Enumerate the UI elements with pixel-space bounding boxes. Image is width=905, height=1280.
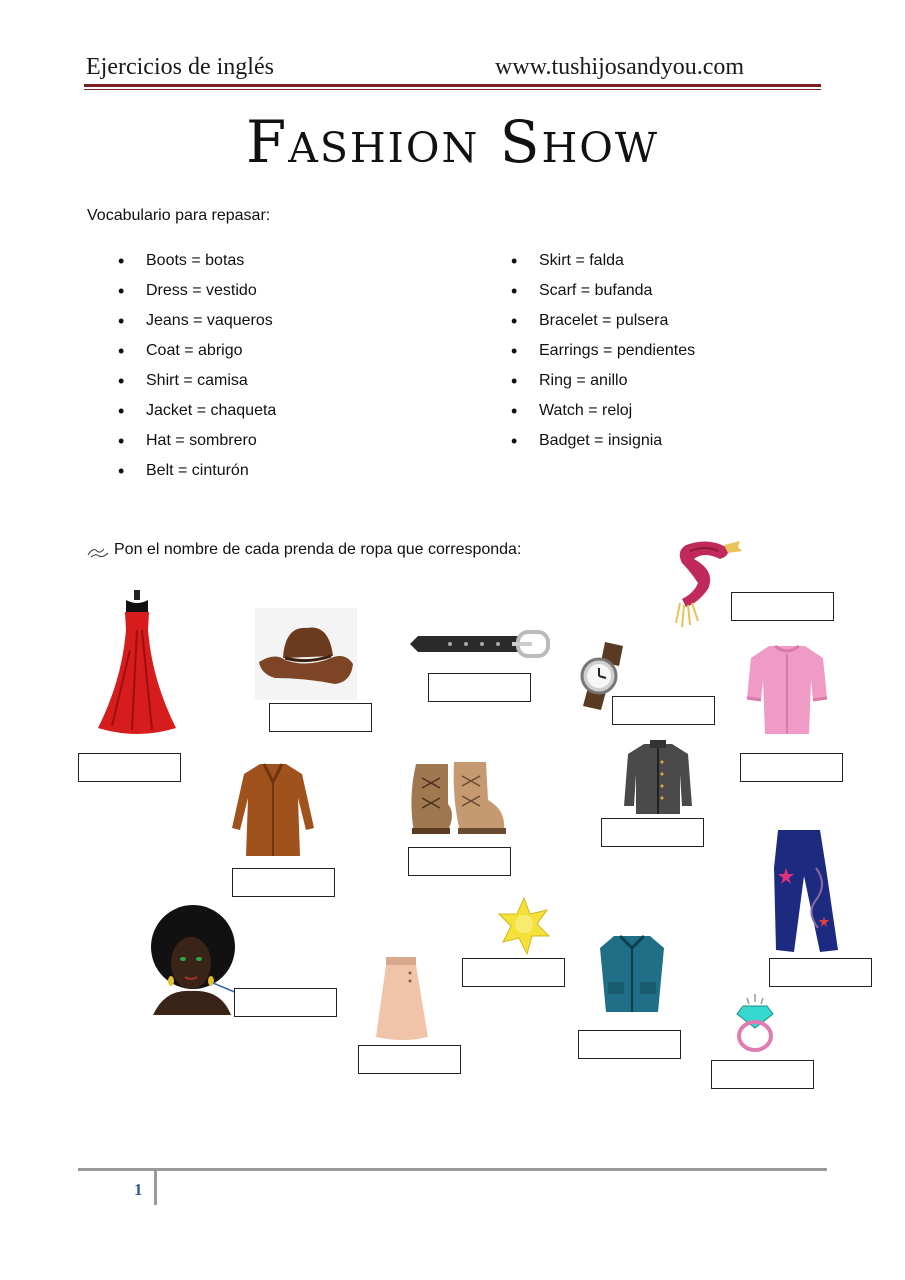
vocab-item: • Watch = reloj [511, 401, 695, 431]
answer-box-scarf[interactable] [731, 592, 834, 621]
answer-box-jacket[interactable] [601, 818, 704, 847]
answer-box-hat[interactable] [269, 703, 372, 732]
answer-box-watch[interactable] [612, 696, 715, 725]
blue-shirt-image [598, 932, 668, 1020]
answer-box-jeans[interactable] [769, 958, 872, 987]
header-rule-thick [84, 84, 821, 87]
jeans-image [768, 828, 842, 954]
coat-image [230, 762, 316, 860]
shirt-image [745, 640, 829, 738]
hat-image [255, 608, 357, 700]
header-left-title: Ejercicios de inglés [86, 54, 274, 80]
vocab-item: • Jeans = vaqueros [118, 311, 276, 341]
vocab-list-right [511, 251, 695, 461]
vocab-item: • Coat = abrigo [118, 341, 276, 371]
answer-box-belt[interactable] [428, 673, 531, 702]
dress-image [92, 590, 182, 740]
header-rule-thin [84, 89, 821, 90]
vocab-item: • Earrings = pendientes [511, 341, 695, 371]
vocab-item: • Hat = sombrero [118, 431, 276, 461]
answer-box-blue-shirt[interactable] [578, 1030, 681, 1059]
vocab-item: • Belt = cinturón [118, 461, 276, 491]
vocab-item: • Boots = botas [118, 251, 276, 281]
page-title: Fashion Show [245, 108, 660, 176]
vocab-item: • Skirt = falda [511, 251, 695, 281]
answer-box-badge[interactable] [462, 958, 565, 987]
earrings-woman-image [145, 905, 245, 1017]
exercise-instruction: Pon el nombre de cada prenda de ropa que corresponda: [114, 541, 522, 558]
vocab-list-left [118, 251, 276, 491]
answer-box-dress[interactable] [78, 753, 181, 782]
page-number: 1 [134, 1180, 143, 1199]
ring-image [733, 994, 777, 1054]
vocab-item: • Jacket = chaqueta [118, 401, 276, 431]
footer-separator [154, 1171, 157, 1205]
belt-image [408, 628, 553, 660]
footer-rule [78, 1168, 827, 1171]
vocab-item: • Dress = vestido [118, 281, 276, 311]
skirt-image [374, 955, 430, 1041]
jacket-image [622, 740, 694, 818]
vocab-item: • Bracelet = pulsera [511, 311, 695, 341]
vocab-item: • Badget = insignia [511, 431, 695, 461]
boots-image [408, 758, 508, 838]
answer-box-coat[interactable] [232, 868, 335, 897]
answer-box-skirt[interactable] [358, 1045, 461, 1074]
badge-image [497, 896, 551, 956]
vocab-item: • Shirt = camisa [118, 371, 276, 401]
vocab-heading: Vocabulario para repasar: [87, 207, 271, 224]
answer-box-earrings[interactable] [234, 988, 337, 1017]
answer-box-shirt[interactable] [740, 753, 843, 782]
answer-box-ring[interactable] [711, 1060, 814, 1089]
writing-hand-icon [87, 545, 109, 559]
vocab-item: • Scarf = bufanda [511, 281, 695, 311]
vocab-item: • Ring = anillo [511, 371, 695, 401]
header-website: www.tushijosandyou.com [495, 54, 745, 80]
answer-box-boots[interactable] [408, 847, 511, 876]
